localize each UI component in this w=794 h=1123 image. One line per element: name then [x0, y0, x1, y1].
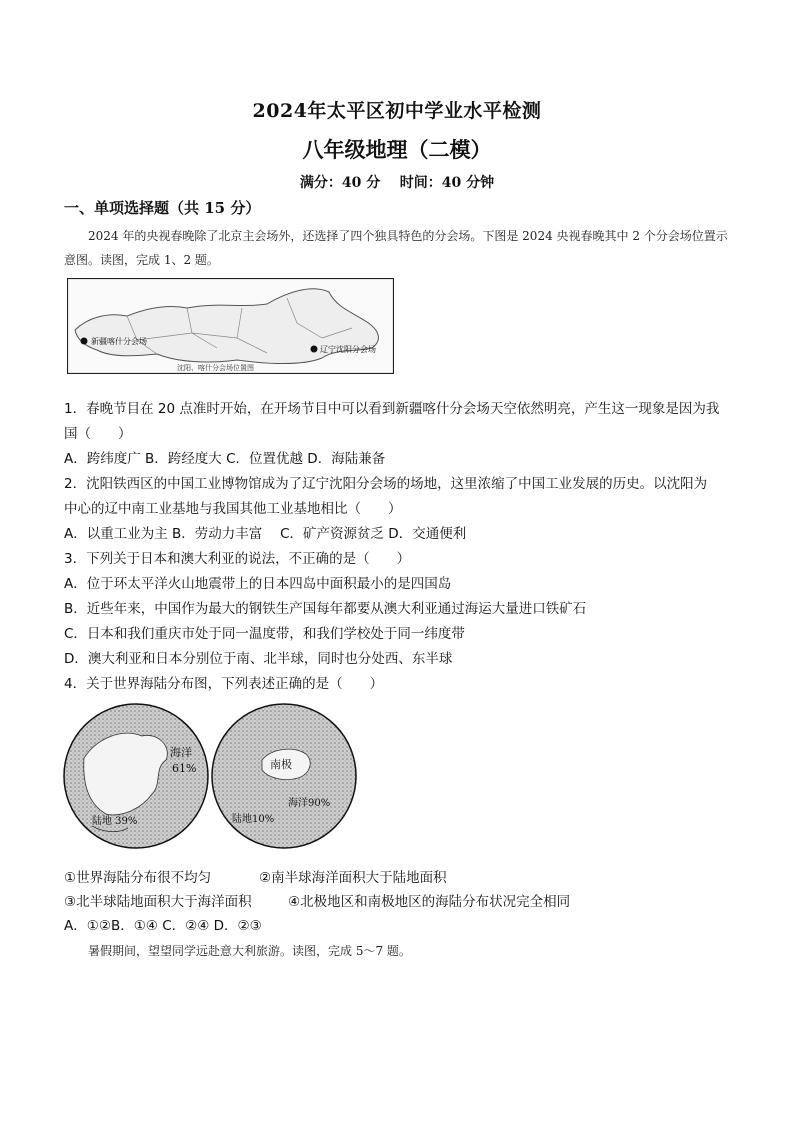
q1-stem-line1: 1．春晚节目在 20 点准时开始，在开场节目中可以看到新疆喀什分会场天空依然明亮，产生这一现象是因为我 — [64, 401, 720, 417]
q2-stem-line2: 中心的辽中南工业基地与我国其他工业基地相比（ ） — [64, 501, 402, 517]
q1-stem-line2: 国（ ） — [64, 426, 132, 442]
exam-title: 2024年太平区初中学业水平检测 — [252, 100, 542, 122]
shenyang-label: 辽宁沈阳分会场 — [320, 345, 376, 354]
left-land-label: 陆地 39% — [92, 816, 138, 827]
southern-hemisphere-globe — [212, 704, 356, 848]
right-center-label: 南极 — [270, 758, 292, 771]
exam-subtitle: 八年级地理（二模） — [302, 137, 492, 162]
q2-options: A．以重工业为主 B．劳动力丰富 C．矿产资源贫乏 D．交通便利 — [64, 526, 467, 542]
q4-statement-3: ③北半球陆地面积大于海洋面积 — [64, 894, 252, 910]
intro-paragraph: 2024 年的央视春晚除了北京主会场外，还选择了四个独具特色的分会场。下图是 2024 央视春晚其中 2 个分会场位置示意图。读图，完成 1、2 题。 — [64, 229, 728, 267]
left-ocean-label: 海洋 — [170, 746, 192, 759]
q4-statement-4: ④北极地区和南极地区的海陆分布状况完全相同 — [288, 894, 571, 910]
q4-stem: 4．关于世界海陆分布图，下列表述正确的是（ ） — [64, 676, 384, 692]
full-score: 满分：40 分 — [299, 175, 381, 191]
exam-time: 时间：40 分钟 — [399, 175, 495, 191]
q3-option-a: A．位于环太平洋火山地震带上的日本四岛中面积最小的是四国岛 — [64, 576, 452, 592]
q2-stem-line1: 2．沈阳铁西区的中国工业博物馆成为了辽宁沈阳分会场的场地，这里浓缩了中国工业发展的历史。以沈阳为 — [64, 476, 708, 492]
map-caption: 沈阳、喀什分会场位置图 — [177, 364, 254, 372]
q3-option-c: C．日本和我们重庆市处于同一温度带，和我们学校处于同一纬度带 — [64, 626, 465, 642]
next-intro: 暑假期间，望望同学远赴意大利旅游。读图，完成 5～7 题。 — [88, 944, 411, 958]
q4-options: A．①②B．①④ C．②④ D．②③ — [64, 918, 262, 934]
q3-stem: 3．下列关于日本和澳大利亚的说法，不正确的是（ ） — [64, 551, 411, 567]
q3-option-d: D．澳大利亚和日本分别位于南、北半球，同时也分处西、东半球 — [64, 651, 453, 667]
venue-location-map — [67, 278, 394, 374]
q4-statement-2: ②南半球海洋面积大于陆地面积 — [259, 870, 447, 886]
left-ocean-pct: 61% — [172, 762, 197, 775]
q3-option-b: B．近些年来，中国作为最大的钢铁生产国每年都要从澳大利亚通过海运大量进口铁矿石 — [64, 601, 587, 617]
q1-options: A．跨纬度广 B．跨经度大 C．位置优越 D．海陆兼备 — [64, 451, 386, 467]
kashgar-label: 新疆喀什分会场 — [91, 337, 147, 346]
kashgar-marker — [81, 338, 88, 345]
section-heading: 一、单项选择题（共 15 分） — [64, 199, 261, 217]
right-ocean-label: 海洋90% — [288, 798, 331, 809]
hemisphere-globes — [62, 698, 360, 854]
exam-meta — [0, 172, 794, 192]
northern-hemisphere-globe — [64, 704, 208, 848]
right-land-label: 陆地10% — [232, 814, 275, 825]
q4-statement-1: ①世界海陆分布很不均匀 — [64, 870, 212, 886]
shenyang-marker — [311, 346, 318, 353]
